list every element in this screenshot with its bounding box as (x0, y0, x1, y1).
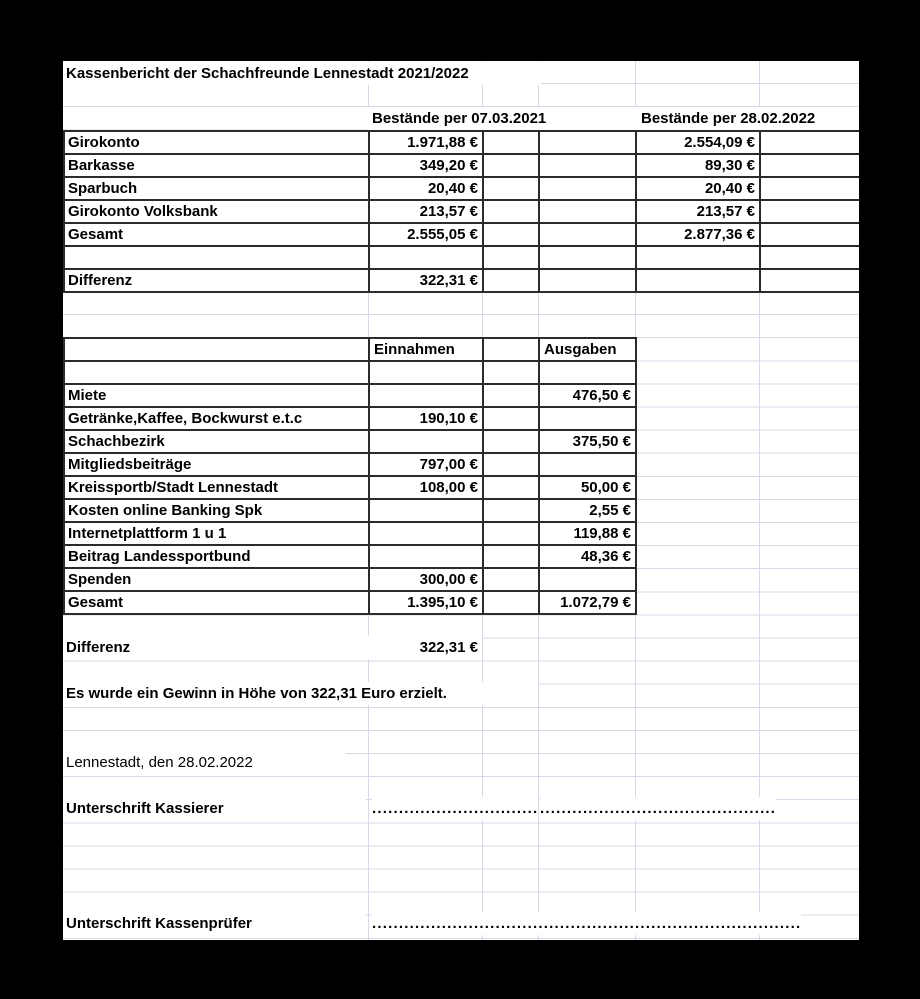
ausgaben-cell: 375,50 € (539, 430, 636, 453)
empty-cell (539, 223, 636, 246)
table-row (64, 476, 636, 499)
einnahmen-cell (369, 361, 483, 384)
amount-2021-cell: 20,40 € (369, 177, 483, 200)
ausgaben-cell (539, 453, 636, 476)
row-label: Gesamt (64, 591, 369, 614)
ausgaben-cell (539, 568, 636, 591)
empty-cell (483, 131, 539, 154)
einnahmen-cell (369, 522, 483, 545)
amount-2021-cell: 349,20 € (369, 154, 483, 177)
amount-2021-cell (369, 246, 483, 269)
empty-cell (483, 246, 539, 269)
empty-cell (483, 269, 539, 292)
empty-cell (539, 131, 636, 154)
table-row (64, 407, 636, 430)
table-row (64, 154, 859, 177)
signature-kassenpruefer-label: Unterschrift Kassenprüfer (63, 912, 366, 935)
row-label: Miete (64, 384, 369, 407)
empty-cell (483, 476, 539, 499)
empty-cell (483, 430, 539, 453)
row-label: Sparbuch (64, 177, 369, 200)
row-label: Spenden (64, 568, 369, 591)
spreadsheet-page (63, 61, 859, 940)
empty-cell (760, 246, 859, 269)
profit-summary: Es wurde ein Gewinn in Höhe von 322,31 Euro erzielt. (63, 682, 538, 705)
einnahmen-cell: 108,00 € (369, 476, 483, 499)
ausgaben-header: Ausgaben (539, 338, 636, 361)
empty-cell (760, 154, 859, 177)
empty-cell (539, 246, 636, 269)
ausgaben-cell: 476,50 € (539, 384, 636, 407)
signature-kassenpruefer-line: ................................................................................ (372, 912, 801, 935)
amount-2021-cell: 2.555,05 € (369, 223, 483, 246)
empty-cell (483, 407, 539, 430)
table-row (64, 568, 636, 591)
empty-cell (483, 568, 539, 591)
ausgaben-cell: 1.072,79 € (539, 591, 636, 614)
table-header-row (64, 338, 636, 361)
einnahmen-cell: 300,00 € (369, 568, 483, 591)
signature-kassierer-label: Unterschrift Kassierer (63, 797, 366, 820)
empty-cell (760, 269, 859, 292)
amount-2021-cell: 213,57 € (369, 200, 483, 223)
table-row (64, 269, 859, 292)
row-label: Getränke,Kaffee, Bockwurst e.t.c (64, 407, 369, 430)
einnahmen-cell (369, 384, 483, 407)
cashflow-table (63, 337, 637, 615)
amount-2022-cell: 213,57 € (636, 200, 760, 223)
empty-cell (64, 338, 369, 361)
einnahmen-cell (369, 545, 483, 568)
empty-cell (483, 499, 539, 522)
row-label: Barkasse (64, 154, 369, 177)
differenz-label: Differenz (63, 636, 371, 659)
balances-table (63, 130, 859, 293)
einnahmen-cell: 1.395,10 € (369, 591, 483, 614)
row-label: Schachbezirk (64, 430, 369, 453)
row-label: Mitgliedsbeiträge (64, 453, 369, 476)
table-row (64, 499, 636, 522)
amount-2021-cell: 1.971,88 € (369, 131, 483, 154)
einnahmen-header: Einnahmen (369, 338, 483, 361)
empty-cell (483, 177, 539, 200)
empty-cell (760, 200, 859, 223)
empty-cell (483, 223, 539, 246)
empty-cell (483, 384, 539, 407)
empty-cell (483, 338, 539, 361)
row-label: Beitrag Landessportbund (64, 545, 369, 568)
balance-header-2021: Bestände per 07.03.2021 (368, 107, 639, 130)
row-label: Girokonto Volksbank (64, 200, 369, 223)
signature-kassierer-line-1: ............................... (372, 797, 538, 820)
einnahmen-cell (369, 430, 483, 453)
table-row (64, 430, 636, 453)
row-label: Gesamt (64, 223, 369, 246)
row-label (64, 246, 369, 269)
ausgaben-cell: 2,55 € (539, 499, 636, 522)
empty-cell (483, 200, 539, 223)
einnahmen-cell (369, 499, 483, 522)
amount-2022-cell: 2.877,36 € (636, 223, 760, 246)
row-label: Internetplattform 1 u 1 (64, 522, 369, 545)
row-label: Differenz (64, 269, 369, 292)
amount-2022-cell: 2.554,09 € (636, 131, 760, 154)
table-row (64, 361, 636, 384)
row-label (64, 361, 369, 384)
empty-cell (483, 154, 539, 177)
amount-2022-cell (636, 269, 760, 292)
ausgaben-cell: 119,88 € (539, 522, 636, 545)
table-row (64, 522, 636, 545)
einnahmen-cell: 797,00 € (369, 453, 483, 476)
empty-cell (760, 223, 859, 246)
table-row (64, 131, 859, 154)
empty-cell (483, 522, 539, 545)
table-row (64, 545, 636, 568)
table-row (64, 384, 636, 407)
place-date: Lennestadt, den 28.02.2022 (63, 751, 346, 774)
empty-cell (539, 200, 636, 223)
row-label: Kreissportb/Stadt Lennestadt (64, 476, 369, 499)
signature-kassierer-line-2: ............................................ (540, 797, 776, 820)
row-label: Kosten online Banking Spk (64, 499, 369, 522)
empty-cell (483, 591, 539, 614)
table-row (64, 200, 859, 223)
einnahmen-cell: 190,10 € (369, 407, 483, 430)
table-row (64, 223, 859, 246)
amount-2021-cell: 322,31 € (369, 269, 483, 292)
row-label: Girokonto (64, 131, 369, 154)
table-row (64, 453, 636, 476)
ausgaben-cell: 48,36 € (539, 545, 636, 568)
table-row (64, 591, 636, 614)
empty-cell (760, 131, 859, 154)
empty-cell (483, 545, 539, 568)
empty-cell (539, 177, 636, 200)
table-row (64, 246, 859, 269)
amount-2022-cell: 89,30 € (636, 154, 760, 177)
ausgaben-cell (539, 407, 636, 430)
ausgaben-cell (539, 361, 636, 384)
differenz-value: 322,31 € (368, 636, 482, 659)
ausgaben-cell: 50,00 € (539, 476, 636, 499)
empty-cell (539, 269, 636, 292)
balance-header-2022: Bestände per 28.02.2022 (635, 107, 859, 130)
report-title: Kassenbericht der Schachfreunde Lennestadt 2021/2022 (63, 62, 541, 85)
amount-2022-cell (636, 246, 760, 269)
table-row (64, 177, 859, 200)
empty-cell (483, 453, 539, 476)
empty-cell (483, 361, 539, 384)
amount-2022-cell: 20,40 € (636, 177, 760, 200)
empty-cell (539, 154, 636, 177)
empty-cell (760, 177, 859, 200)
